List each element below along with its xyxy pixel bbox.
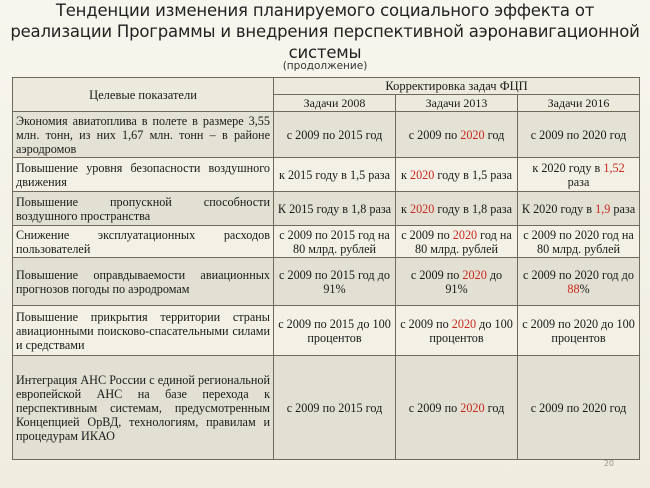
table-row: [13, 192, 640, 226]
title-line-2: реализации Программы и внедрения перспективной аэронавигационной: [10, 22, 640, 41]
value-2016-cell: К 2020 году в 1,9 раза: [518, 192, 640, 226]
table-row: [13, 158, 640, 192]
value-2008-cell: к 2015 году в 1,5 раза: [274, 158, 396, 192]
value-2016-cell: к 2020 году в 1,52 раза: [518, 158, 640, 192]
value-2013-cell: с 2009 по 2020 год: [396, 356, 518, 460]
header-tasks-2016: Задачи 2016: [518, 95, 640, 112]
indicator-cell: Повышение оправдываемости авиационных прогнозов погоды по аэродромам: [13, 258, 274, 306]
header-indicators: Целевые показатели: [13, 78, 274, 112]
title-line-1: Тенденции изменения планируемого социального эффекта от: [55, 1, 595, 20]
table-header-row: [13, 78, 640, 95]
value-2008-cell: с 2009 по 2015 до 100 процентов: [274, 306, 396, 356]
value-2016-cell: с 2009 по 2020 год до 88%: [518, 258, 640, 306]
value-2013-cell: с 2009 по 2020 до 91%: [396, 258, 518, 306]
indicator-cell: Интеграция АНС России с единой региональной европейской АНС на базе перехода к перспективным системам, предусмотренным Концепцией ОрВД, технологиям, правилам и процедурам ИКАО: [13, 356, 274, 460]
value-2013-cell: с 2009 по 2020 год на 80 млрд. рублей: [396, 226, 518, 258]
indicator-cell: Снижение эксплуатационных расходов пользователей: [13, 226, 274, 258]
value-2008-cell: с 2009 по 2015 год до 91%: [274, 258, 396, 306]
value-2016-cell: с 2009 по 2020 год: [518, 112, 640, 158]
table-row: [13, 226, 640, 258]
value-2008-cell: К 2015 году в 1,8 раза: [274, 192, 396, 226]
page-number: 20: [603, 459, 614, 468]
slide-title: [0, 0, 650, 63]
value-2008-cell: с 2009 по 2015 год на 80 млрд. рублей: [274, 226, 396, 258]
indicator-cell: Повышение уровня безопасности воздушного движения: [13, 158, 274, 192]
table-row: [13, 306, 640, 356]
header-tasks-2013: Задачи 2013: [396, 95, 518, 112]
slide-subtitle: (продолжение): [282, 60, 368, 72]
value-2016-cell: с 2009 по 2020 год: [518, 356, 640, 460]
value-2013-cell: к 2020 году в 1,5 раза: [396, 158, 518, 192]
value-2008-cell: с 2009 по 2015 год: [274, 356, 396, 460]
value-2016-cell: с 2009 по 2020 год на 80 млрд. рублей: [518, 226, 640, 258]
targets-table: [12, 77, 640, 460]
header-fcp-correction: Корректировка задач ФЦП: [274, 78, 640, 95]
header-tasks-2008: Задачи 2008: [274, 95, 396, 112]
value-2008-cell: с 2009 по 2015 год: [274, 112, 396, 158]
value-2013-cell: с 2009 по 2020 год: [396, 112, 518, 158]
table-row: [13, 258, 640, 306]
indicator-cell: Повышение пропускной способности воздушного пространства: [13, 192, 274, 226]
table-row: [13, 112, 640, 158]
value-2016-cell: с 2009 по 2020 до 100 процентов: [518, 306, 640, 356]
indicator-cell: Экономия авиатоплива в полете в размере 3,55 млн. тонн, из них 1,67 млн. тонн – в районе аэродромов: [13, 112, 274, 158]
indicator-cell: Повышение прикрытия территории страны авиационными поисково-спасательными силами и средствами: [13, 306, 274, 356]
value-2013-cell: с 2009 по 2020 до 100 процентов: [396, 306, 518, 356]
value-2013-cell: к 2020 году в 1,8 раза: [396, 192, 518, 226]
table-row: [13, 356, 640, 460]
title-line-3: системы: [288, 43, 362, 62]
